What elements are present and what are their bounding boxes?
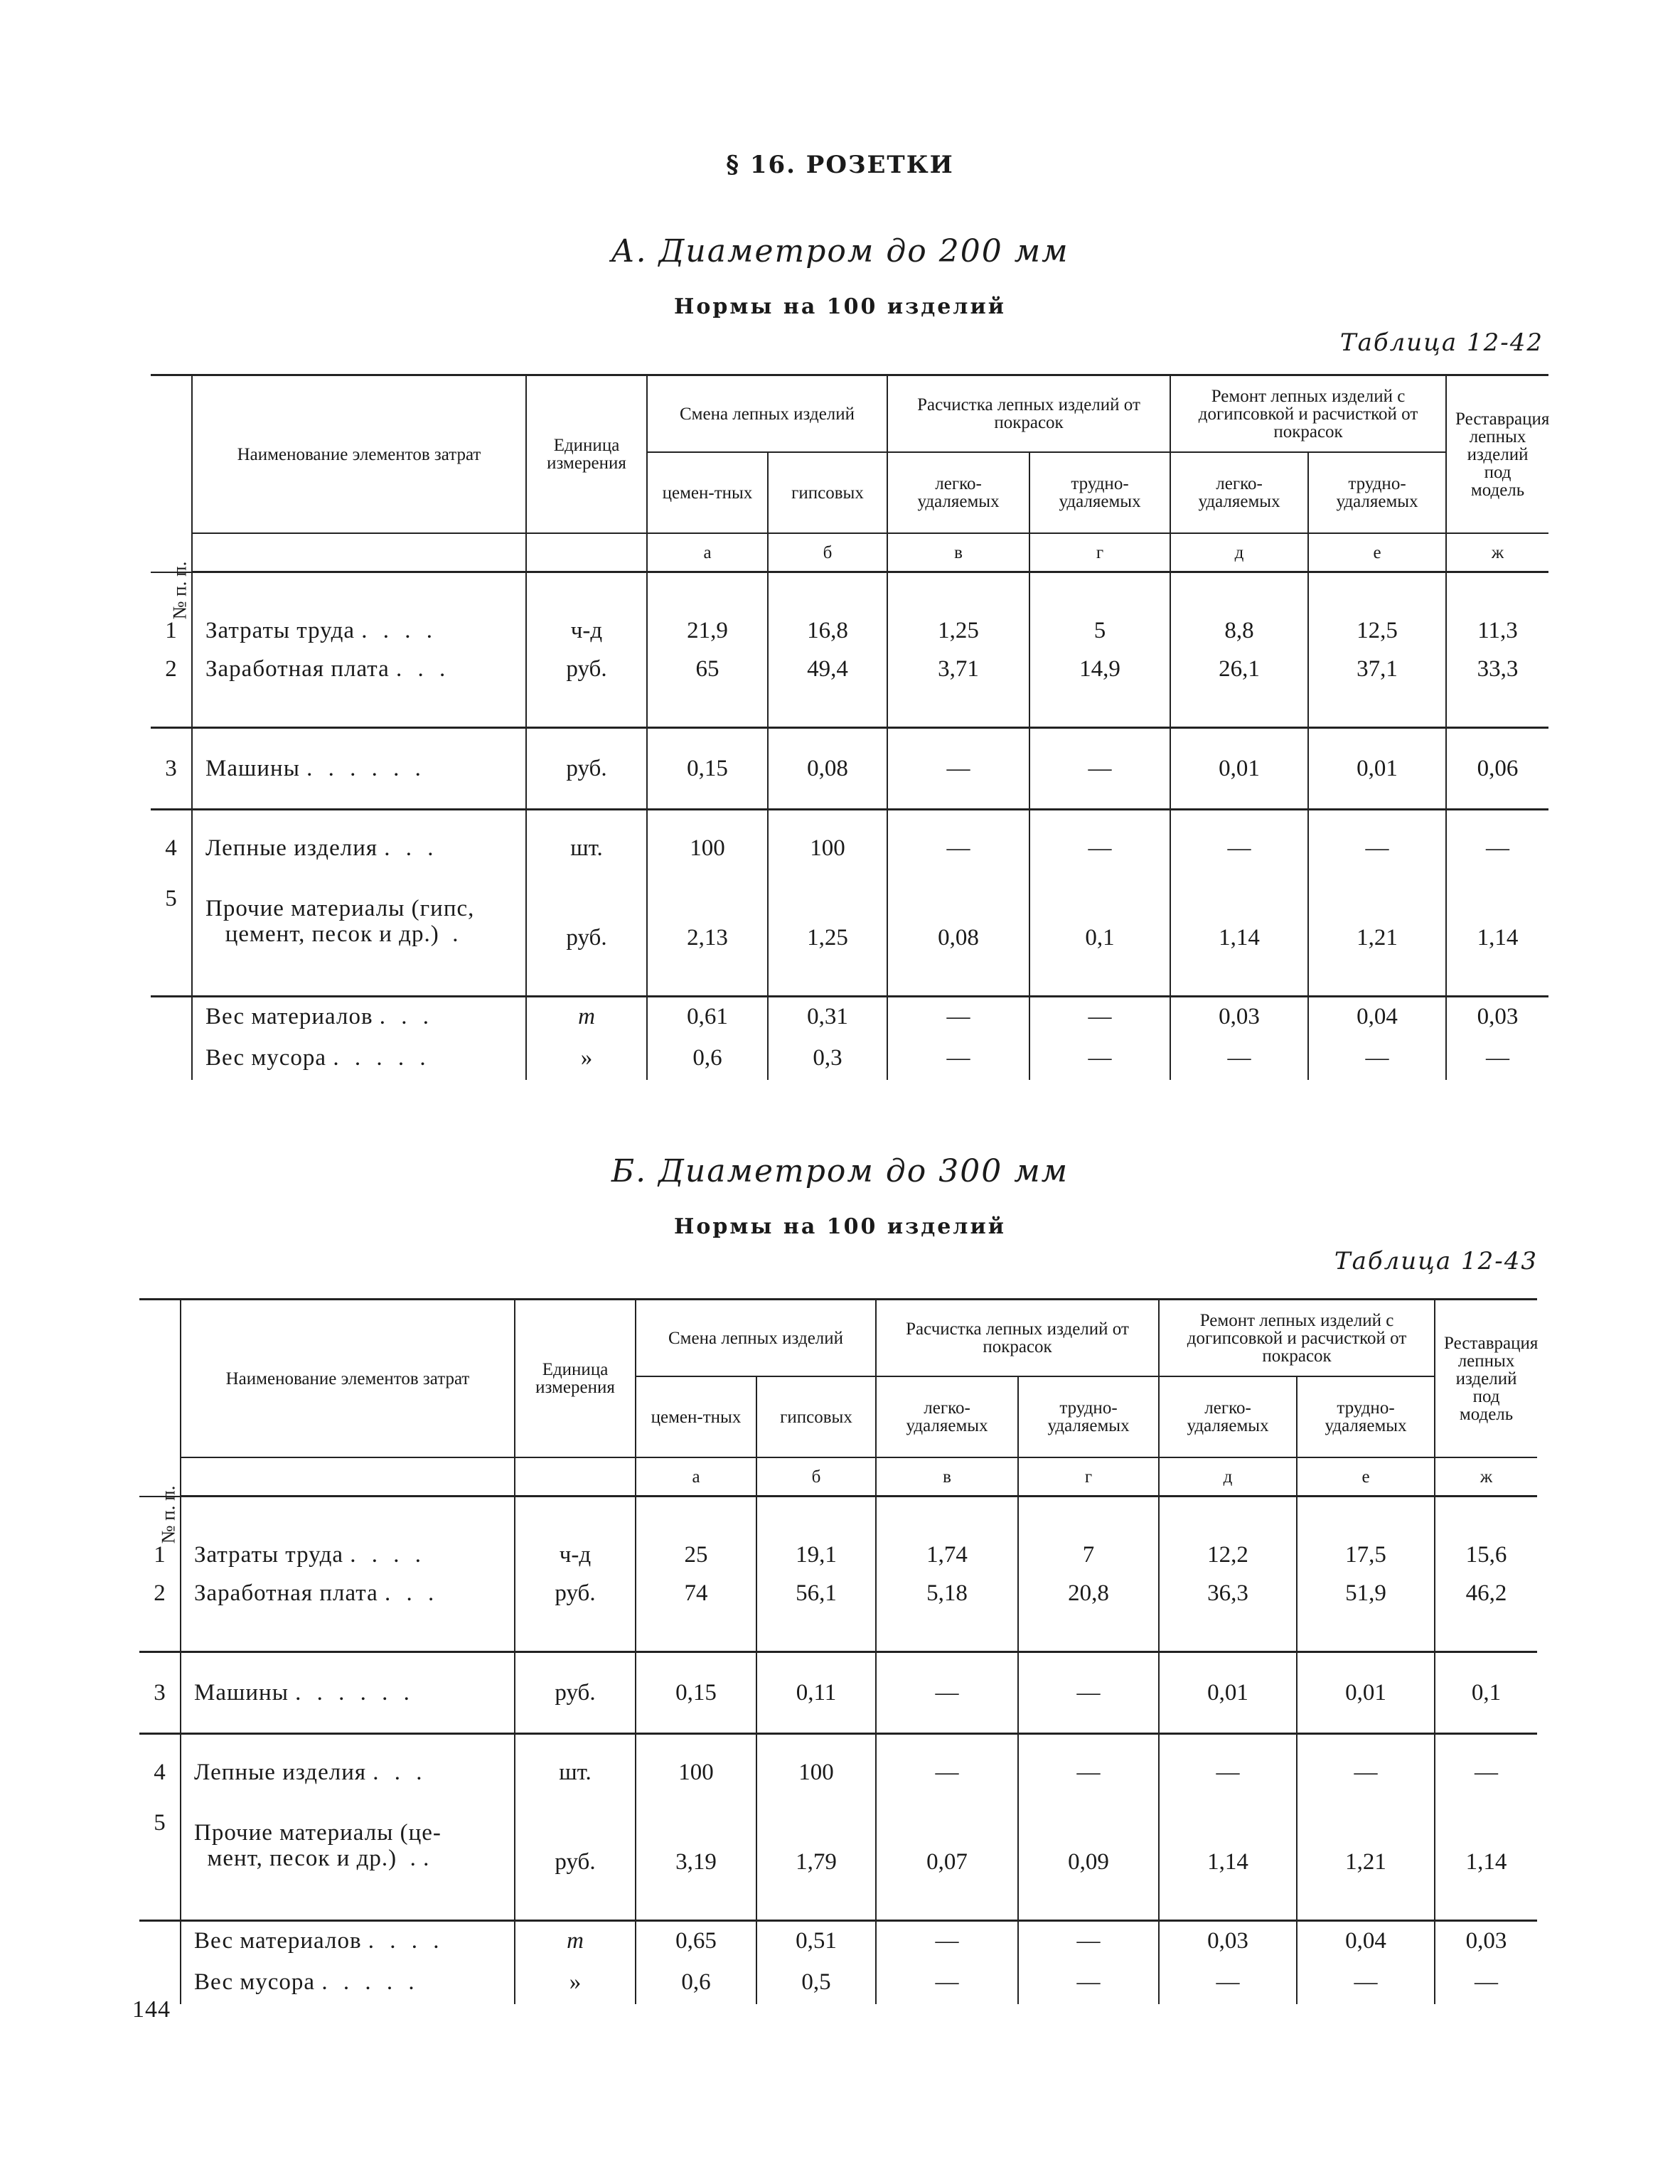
group-header-restore: Реставрация лепных изделий под модель — [1446, 375, 1548, 534]
column-letter: б — [768, 533, 887, 572]
sub-header-hard: трудно-удаляемых — [1308, 452, 1446, 533]
table-row: 1 Затраты труда . . . . ч-д 25 19,1 1,74 7 12,2 17,5 15,6 — [139, 1536, 1537, 1574]
table-row: 4 Лепные изделия . . . шт. 100 100 — — — — — — [151, 810, 1548, 887]
table-row: 5 Прочие материалы (гипс, цемент, песок и др.) . руб. 2,13 1,25 0,08 0,1 1,14 1,21 1,14 — [151, 886, 1548, 957]
column-letter: г — [1029, 533, 1170, 572]
sub-header-cement: цемен-тных — [647, 452, 768, 533]
group-header-repair: Ремонт лепных изделий с догипсовкой и расчисткой от покрасок — [1170, 375, 1446, 453]
row-number-header: № п. п. — [139, 1300, 181, 1497]
page-number: 144 — [132, 1996, 171, 2023]
table-b-number: Таблица 12-43 — [1334, 1247, 1538, 1275]
sub-header-cement: цемен-тных — [636, 1376, 756, 1457]
name-header: Наименование элементов затрат — [181, 1300, 515, 1458]
header-blank — [192, 533, 526, 572]
table-row: 2 Заработная плата . . . руб. 65 49,4 3,71 14,9 26,1 37,1 33,3 — [151, 650, 1548, 688]
column-letter: д — [1170, 533, 1308, 572]
sub-header-hard: трудно-удаляемых — [1297, 1376, 1435, 1457]
unit-header: Единица измерения — [526, 375, 647, 534]
header-blank — [526, 533, 647, 572]
sub-header-easy: легко-удаляемых — [1170, 452, 1308, 533]
norm-table-a — [151, 374, 1548, 1080]
table-row: 1 Затраты труда . . . . ч-д 21,9 16,8 1,25 5 8,8 12,5 11,3 — [151, 611, 1548, 650]
column-letter: ж — [1446, 533, 1548, 572]
sub-header-easy: легко-удаляемых — [876, 1376, 1018, 1457]
table-a-norms: Нормы на 100 изделий — [674, 294, 1006, 319]
column-letter: е — [1308, 533, 1446, 572]
sub-header-hard: трудно-удаляемых — [1029, 452, 1170, 533]
sub-header-easy: легко-удаляемых — [1159, 1376, 1297, 1457]
table-row: Вес мусора . . . . . » 0,6 0,3 — — — — — — [151, 1036, 1548, 1080]
header-blank — [515, 1457, 636, 1497]
group-header-clean: Расчистка лепных изделий от покрасок — [876, 1300, 1159, 1377]
column-letter: б — [756, 1457, 876, 1497]
table-b-subtitle: Б. Диаметром до 300 мм — [611, 1153, 1069, 1189]
column-letter: е — [1297, 1457, 1435, 1497]
group-header-repair: Ремонт лепных изделий с догипсовкой и расчисткой от покрасок — [1159, 1300, 1435, 1377]
column-letter: а — [636, 1457, 756, 1497]
table-row: Вес материалов . . . . т 0,65 0,51 — — 0,03 0,04 0,03 — [139, 1921, 1537, 1961]
column-letter: д — [1159, 1457, 1297, 1497]
column-letter: в — [887, 533, 1029, 572]
header-blank — [181, 1457, 515, 1497]
section-title: § 16. РОЗЕТКИ — [726, 151, 954, 179]
column-letter: в — [876, 1457, 1018, 1497]
group-header-restore: Реставрация лепных изделий под модель — [1435, 1300, 1537, 1458]
sub-header-hard: трудно-удаляемых — [1018, 1376, 1159, 1457]
unit-header: Единица измерения — [515, 1300, 636, 1458]
sub-header-easy: легко-удаляемых — [887, 452, 1029, 533]
column-letter: ж — [1435, 1457, 1537, 1497]
name-header: Наименование элементов затрат — [192, 375, 526, 534]
column-letter: г — [1018, 1457, 1159, 1497]
norm-table-b — [139, 1298, 1537, 2004]
sub-header-gypsum: гипсовых — [756, 1376, 876, 1457]
table-row: Вес материалов . . . т 0,61 0,31 — — 0,03 0,04 0,03 — [151, 997, 1548, 1037]
group-header-replace: Смена лепных изделий — [636, 1300, 876, 1377]
table-row: Вес мусора . . . . . » 0,6 0,5 — — — — — — [139, 1960, 1537, 2004]
table-row: 4 Лепные изделия . . . шт. 100 100 — — — — — — [139, 1734, 1537, 1811]
table-a-number: Таблица 12-42 — [1339, 328, 1543, 357]
table-row: 2 Заработная плата . . . руб. 74 56,1 5,18 20,8 36,3 51,9 46,2 — [139, 1574, 1537, 1612]
table-b-norms: Нормы на 100 изделий — [674, 1214, 1006, 1239]
group-header-clean: Расчистка лепных изделий от покрасок — [887, 375, 1170, 453]
column-letter: а — [647, 533, 768, 572]
group-header-replace: Смена лепных изделий — [647, 375, 887, 453]
table-a-subtitle: А. Диаметром до 200 мм — [611, 233, 1069, 269]
table-row: 3 Машины . . . . . . руб. 0,15 0,11 — — 0,01 0,01 0,1 — [139, 1652, 1537, 1734]
table-row: 5 Прочие материалы (це- мент, песок и др.) . . руб. 3,19 1,79 0,07 0,09 1,14 1,21 1,14 — [139, 1810, 1537, 1881]
table-row: 3 Машины . . . . . . руб. 0,15 0,08 — — 0,01 0,01 0,06 — [151, 728, 1548, 810]
sub-header-gypsum: гипсовых — [768, 452, 887, 533]
row-number-header: № п. п. — [151, 375, 192, 572]
